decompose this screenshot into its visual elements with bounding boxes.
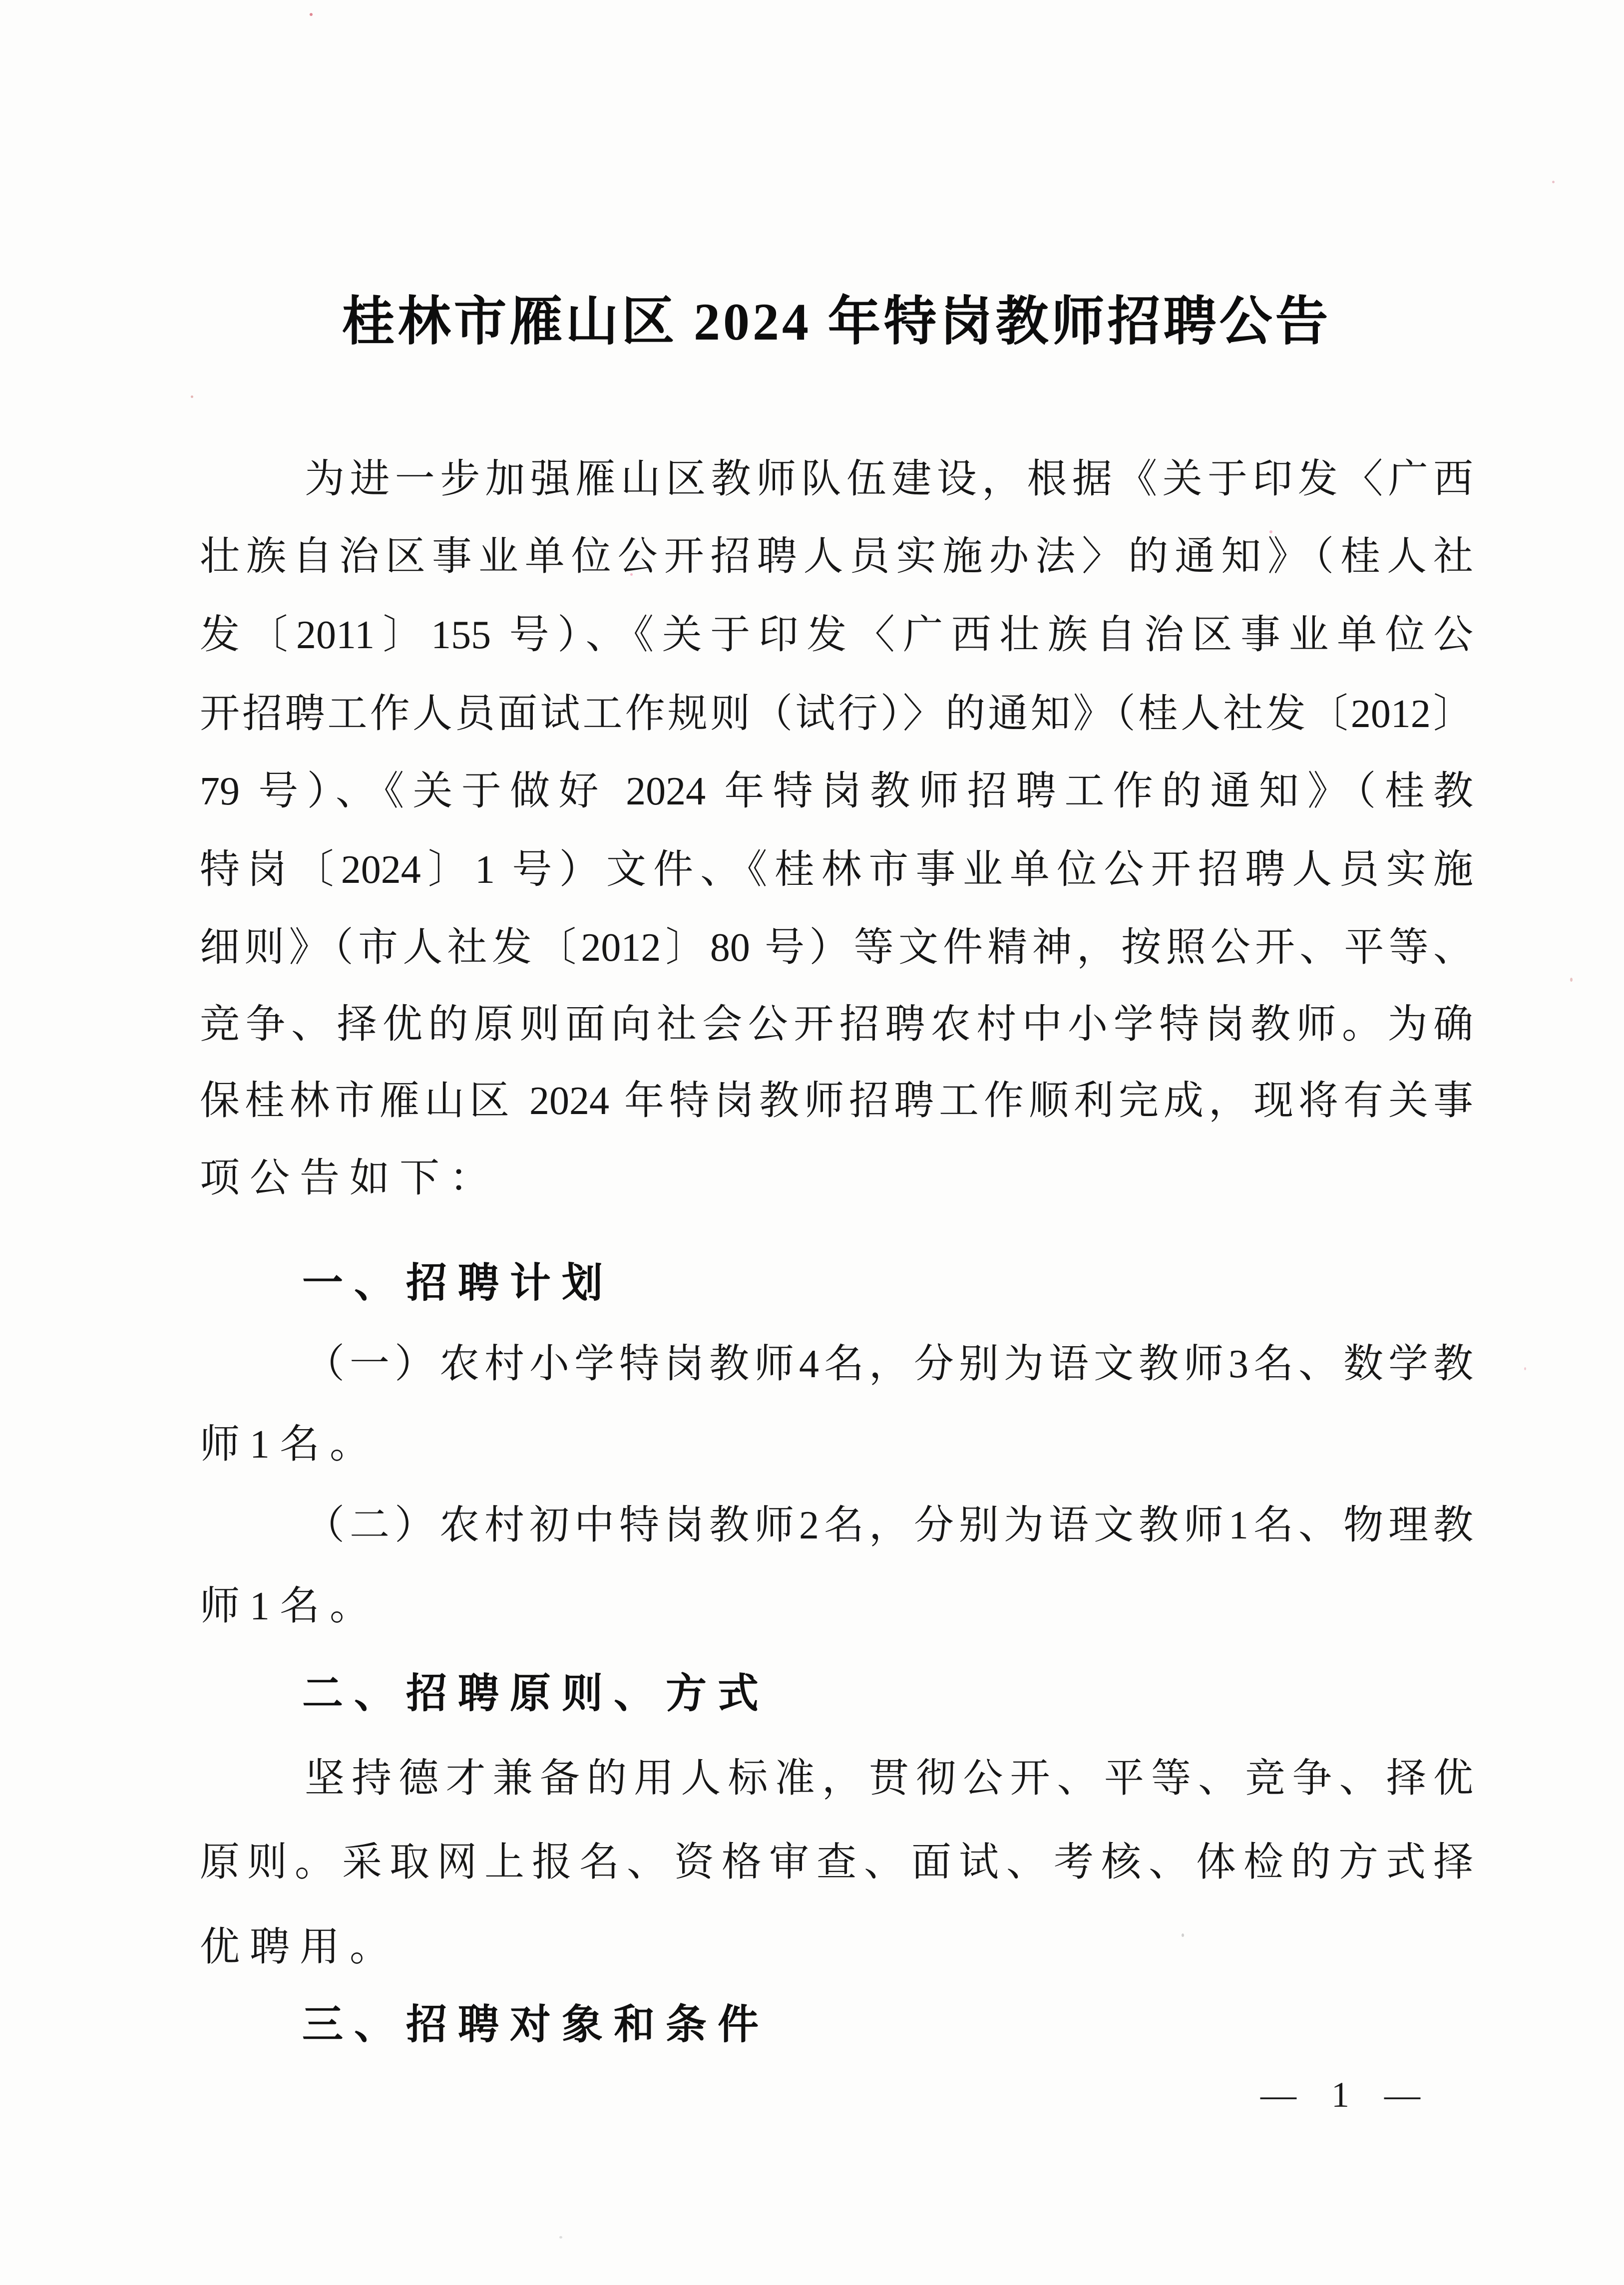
page-number: — 1 —	[1260, 2075, 1433, 2115]
section-heading-3: 三、招聘对象和条件	[302, 2002, 770, 2047]
body-line: （一）农村小学特岗教师4名，分别为语文教师3名、数学教	[305, 1342, 1473, 1386]
section-heading-2: 二、招聘原则、方式	[302, 1671, 770, 1716]
body-line: 发〔2011〕155 号）、《关于印发〈广西壮族自治区事业单位公	[200, 613, 1473, 657]
section-heading-1: 一、招聘计划	[302, 1260, 614, 1306]
body-line: 原则。采取网上报名、资格审查、面试、考核、体检的方式择	[200, 1841, 1473, 1885]
body-line: 开招聘工作人员面试工作规则（试行）〉的通知》（桂人社发〔2012〕	[200, 692, 1473, 736]
body-line: 师1名。	[200, 1423, 380, 1467]
body-line: 细则》（市人社发〔2012〕80 号）等文件精神，按照公开、平等、	[200, 926, 1473, 970]
body-line: 师1名。	[200, 1584, 380, 1628]
body-line: 项公告如下：	[200, 1156, 499, 1200]
body-line: 为进一步加强雁山区教师队伍建设，根据《关于印发〈广西	[305, 457, 1473, 501]
body-line: 保桂林市雁山区 2024 年特岗教师招聘工作顺利完成，现将有关事	[200, 1079, 1473, 1123]
body-line: 壮族自治区事业单位公开招聘人员实施办法〉的通知》（桂人社	[200, 535, 1473, 579]
body-line: 79 号）、《关于做好 2024 年特岗教师招聘工作的通知》（桂教	[200, 769, 1473, 813]
document-title: 桂林市雁山区 2024 年特岗教师招聘公告	[342, 293, 1331, 351]
body-line: 特岗〔2024〕1 号）文件、《桂林市事业单位公开招聘人员实施	[200, 848, 1473, 892]
body-line: 竞争、择优的原则面向社会公开招聘农村中小学特岗教师。为确	[200, 1003, 1473, 1047]
body-line: 优聘用。	[200, 1925, 400, 1969]
body-line: 坚持德才兼备的用人标准，贯彻公开、平等、竞争、择优	[305, 1757, 1473, 1801]
body-line: （二）农村初中特岗教师2名，分别为语文教师1名、物理教	[305, 1504, 1473, 1547]
